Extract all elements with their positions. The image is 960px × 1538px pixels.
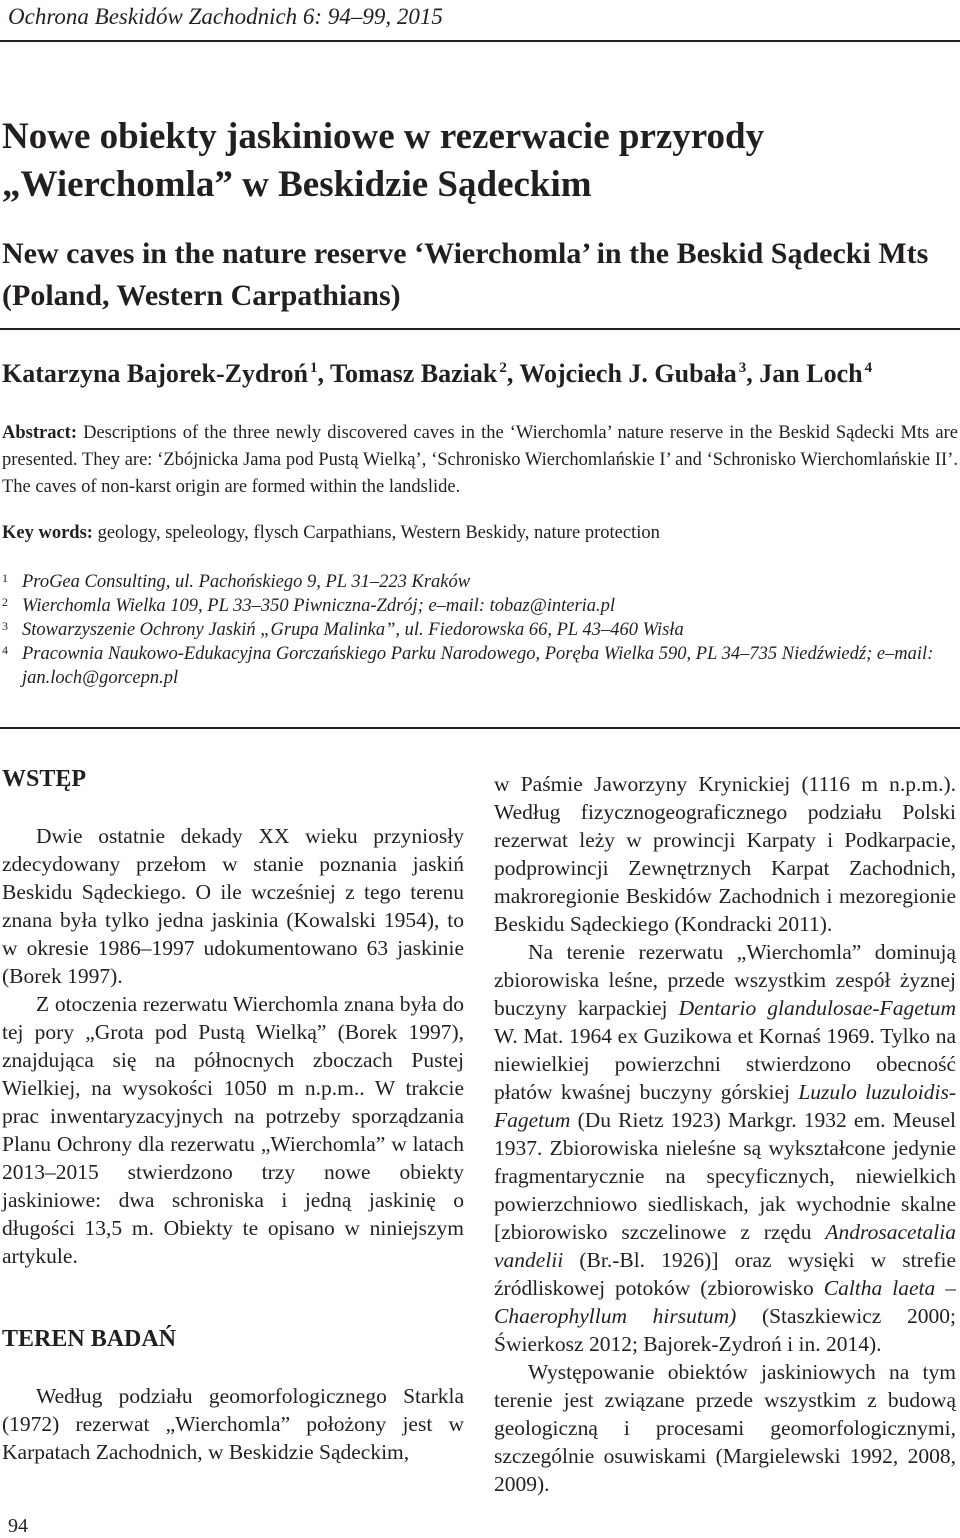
- species-name: Androsacetalia vandelii: [494, 1220, 956, 1272]
- species-name: Caltha laeta – Chaerophyllum hirsutum): [494, 1276, 956, 1328]
- abstract: [2, 420, 958, 501]
- text-run: (Br.-Bl. 1926)] oraz wysięki w strefie źródliskowej potoków (zbiorowisko: [494, 1248, 956, 1300]
- right-column-text: [494, 770, 956, 1498]
- title-rule: [0, 328, 960, 330]
- journal-citation: Ochrona Beskidów Zachodnich 6: 94–99, 2015: [8, 4, 443, 29]
- affiliation-text: ProGea Consulting, ul. Pachońskiego 9, PL 31–223 Kraków: [22, 572, 471, 592]
- author-list: Katarzyna Bajorek-Zydroń $^1$, Tomasz Baziak $^2$, Wojciech J. Gubała $^3$, Jan Loch $^4$: [2, 359, 873, 388]
- author-name: Katarzyna Bajorek-Zydroń: [2, 359, 308, 388]
- title-polish-line-2: „Wierchomla” w Beskidzie Sądeckim: [2, 164, 592, 205]
- author-affiliation-mark: 4: [864, 360, 873, 376]
- affiliations: [2, 570, 958, 690]
- affiliation-number: 3: [2, 619, 8, 633]
- text-run: (Staszkiewicz 2000; Świerkosz 2012; Bajorek-Zydroń i in. 2014).: [494, 1304, 956, 1356]
- author-affiliation-mark: 2: [499, 360, 507, 376]
- title-polish: [2, 113, 764, 209]
- title-english-line-1: New caves in the nature reserve ‘Wierchomla’ in the Beskid Sądecki Mts: [2, 237, 929, 270]
- species-name: Dentario glandulosae-Fagetum: [678, 996, 956, 1020]
- paragraph: w Paśmie Jaworzyny Krynickiej (1116 m n.p.m.). Według fizycznogeograficznego podziału Polski rezerwat leży w prowincji Karpaty i Podkarpacie, podprowincji Zewnętrznych Karpat Zachodnich, makroregionie Beskidów Zachodnich i mezoregionie Beskidu Sądeckiego (Kondracki 2011).: [494, 772, 956, 936]
- affiliation-number: 2: [2, 595, 8, 609]
- intro-text: [2, 822, 464, 1270]
- species-name: Luzulo luzuloidis-Fagetum: [494, 1080, 956, 1132]
- text-run: Na terenie rezerwatu „Wierchomla” dominują zbiorowiska leśne, przede wszystkim zespół żyznej buczyny karpackiej: [494, 940, 956, 1020]
- text-run: (Du Rietz 1923) Markgr. 1932 em. Meusel 1937. Zbiorowiska nieleśne są wykształcone jedynie fragmentarycznie na specyficznych, niewielkich powierzchniowo siedliskach, jak wychodnie skalne [zbiorowisko szczelinowe z rzędu: [494, 1108, 956, 1244]
- section-heading-area: TEREN BADAŃ: [2, 1326, 177, 1352]
- keywords-label: Key words:: [2, 523, 93, 543]
- text-run: W. Mat. 1964 ex Guzikowa et Kornaś 1969. Tylko na niewielkiej powierzchni stwierdzono obecność płatów kwaśnej buczyny górskiej: [494, 1024, 956, 1104]
- title-polish-line-1: Nowe obiekty jaskiniowe w rezerwacie przyrody: [2, 116, 765, 157]
- affiliation-text: Stowarzyszenie Ochrony Jaskiń „Grupa Malinka”, ul. Fiedorowska 66, PL 43–460 Wisła: [22, 620, 684, 640]
- paragraph: Występowanie obiektów jaskiniowych na tym terenie jest związane przede wszystkim z budową geologiczną i procesami geomorfologicznymi, szczególnie osuwiskami (Margielewski 1992, 2008, 2009).: [494, 1360, 956, 1496]
- affiliation-item: [2, 618, 958, 642]
- keywords-text: geology, speleology, flysch Carpathians, Western Beskidy, nature protection: [92, 523, 660, 543]
- affiliation-number: 1: [2, 571, 8, 585]
- paragraph: Dwie ostatnie dekady XX wieku przyniosły zdecydowany przełom w stanie poznania jaskiń Beskidu Sądeckiego. O ile wcześniej z tego terenu znana była tylko jedna jaskinia (Kowalski 1954), to w okresie 1986–1997 udokumentowano 63 jaskinie (Borek 1997).: [2, 824, 464, 988]
- author-affiliation-mark: 3: [738, 360, 747, 376]
- area-text: [2, 1382, 464, 1466]
- abstract-text: Descriptions of the three newly discovered caves in the ‘Wierchomla’ nature reserve in the Beskid Sądecki Mts are presented. They are: ‘Zbójnicka Jama pod Pustą Wielką’, ‘Schronisko Wierchomlańskie I’ and ‘Schronisko Wierchomlańskie II’. The caves of non-karst origin are formed within the landslide.: [2, 423, 958, 497]
- header-rule: [0, 40, 960, 42]
- affiliation-number: 4: [2, 643, 8, 657]
- author-name: Jan Loch: [759, 359, 863, 388]
- title-english-line-2: (Poland, Western Carpathians): [2, 279, 401, 312]
- abstract-label: Abstract:: [2, 423, 78, 443]
- affiliation-item: [2, 570, 958, 594]
- section-rule: [0, 727, 960, 729]
- paragraph: [494, 938, 956, 1358]
- page-number: 94: [8, 1515, 28, 1537]
- affiliation-text: Wierchomla Wielka 109, PL 33–350 Piwniczna-Zdrój; e–mail: tobaz@interia.pl: [22, 596, 616, 616]
- affiliation-item: [2, 642, 958, 690]
- section-heading-intro: WSTĘP: [2, 766, 87, 792]
- affiliation-text: Pracownia Naukowo-Edukacyjna Gorczańskiego Parku Narodowego, Poręba Wielka 590, PL 34–735 Niedźwiedź; e–mail: jan.loch@gorcepn.pl: [22, 644, 934, 688]
- keywords: [2, 520, 660, 547]
- affiliation-item: [2, 594, 958, 618]
- author-name: Wojciech J. Gubała: [519, 359, 737, 388]
- author-name: Tomasz Baziak: [330, 359, 498, 388]
- title-english: [2, 233, 928, 317]
- paragraph: Według podziału geomorfologicznego Starkla (1972) rezerwat „Wierchomla” położony jest w Karpatach Zachodnich, w Beskidzie Sądeckim,: [2, 1384, 464, 1464]
- paragraph: Z otoczenia rezerwatu Wierchomla znana była do tej pory „Grota pod Pustą Wielką” (Borek 1997), znajdująca się na północnych zboczach Pustej Wielkiej, na wysokości 1050 m n.p.m.. W trakcie prac inwentaryzacyjnych na potrzeby sporządzania Planu Ochrony dla rezerwatu „Wierchomla” w latach 2013–2015 stwierdzono trzy nowe obiekty jaskiniowe: dwa schroniska i jedną jaskinię o długości 13,5 m. Obiekty te opisano w niniejszym artykule.: [2, 992, 464, 1268]
- author-affiliation-mark: 1: [309, 360, 318, 376]
